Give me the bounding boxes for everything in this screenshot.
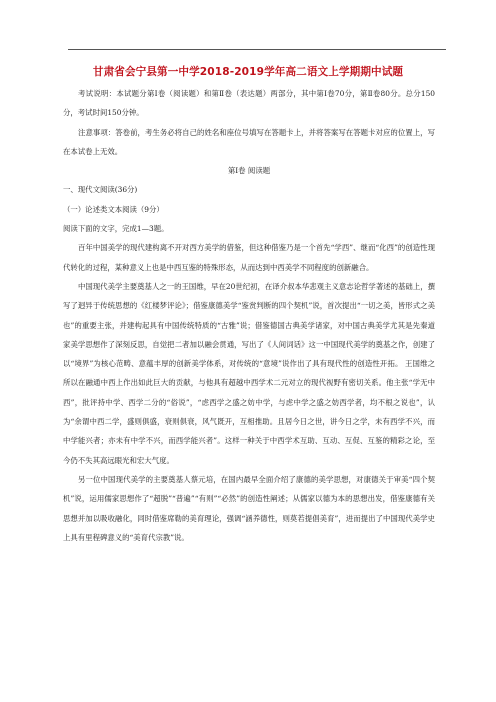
page-title: 甘肃省会宁县第一中学2018-2019学年高二语文上学期期中试题 bbox=[92, 66, 404, 78]
reading-instruction: 阅读下面的文字，完成1—3题。 bbox=[63, 224, 169, 234]
passage-paragraph-1: 百年中国美学的现代建构离不开对西方美学的借鉴，但这种借鉴乃是一个首先“学西”、继而“化西”的创造性现代转化的过程，某种意义上也是中西互鉴的特殊形态，从而达到中西美学不同程度的创新融合。 bbox=[63, 243, 435, 272]
header-rule bbox=[68, 49, 446, 50]
caution-note: 注意事项：答卷前，考生务必将自己的姓名和座位号填写在答题卡上，并将答案写在答题卡对应的位置上，写在本试卷上无效。 bbox=[63, 127, 435, 156]
section-heading: 一、现代文阅读(36分) bbox=[63, 185, 138, 195]
subsection-heading: （一）论述类文本阅读（9分） bbox=[63, 204, 164, 214]
part-heading: 第Ⅰ卷 阅读题 bbox=[227, 166, 271, 176]
passage-paragraph-2: 中国现代美学主要奠基人之一的王国维，早在20世纪初，在译介叔本华悲观主义意志论哲学著述的基础上，撰写了迥异于传统思想的《红楼梦评论》；借鉴康德美学“鉴赏判断的四个契机”说，首次提出“一切之美，皆形式之美也”的重要主张，并建构起具有中国传统特质的“古雅”说；借鉴德国古典美学诸家，对中国古典美学尤其是先秦道家美学思想作了深刻反思，自觉把二者加以融会贯通，写出了《人间词话》这一中国现代美学的奠基之作，创建了以“境界”为核心范畴、意蕴丰厚的创新美学体系，对传统的“意境”说作出了具有现代性的创造性开拓。 王国维之所以在融通中西上作出如此巨大的贡献，与他具有超越中西学术二元对立的现代视野有密切关系。他主张“学无中西”，批评持中学、西学二分的“俗说”，“虑西学之盛之妨中学，与虑中学之盛之妨西学者，均不根之说也”，认为“余谓中西二学，盛则俱盛，衰则俱衰，风气既开，互相推助。且居今日之世，讲今日之学，未有西学不兴，而中学能兴者；亦未有中学不兴，而西学能兴者”。这样一种关于中西学术互助、互动、互促、互鉴的精彩之论，至今仍不失其高远眼光和宏大气度。 bbox=[63, 281, 435, 465]
passage-paragraph-3: 另一位中国现代美学的主要奠基人蔡元培，在国内最早全面介绍了康德的美学思想，对康德关于审美“四个契机”说，运用儒家思想作了“超脱”“普遍”“有则”“必然”的创造性阐述；从儒家以德为本的思想出发，借鉴康德有关思想并加以吸收融化，同时借鉴席勒的美育理论，强调“涵养德性，则莫若提倡美育”，进而提出了中国现代美学史上具有里程碑意义的“美育代宗教”说。 bbox=[63, 474, 435, 542]
document-body bbox=[63, 84, 435, 547]
exam-note: 考试说明：本试题分第Ⅰ卷（阅读题）和第Ⅱ卷（表达题）两部分，其中第Ⅰ卷70分，第Ⅱ卷80分。总分150分，考试时间150分钟。 bbox=[63, 89, 435, 118]
